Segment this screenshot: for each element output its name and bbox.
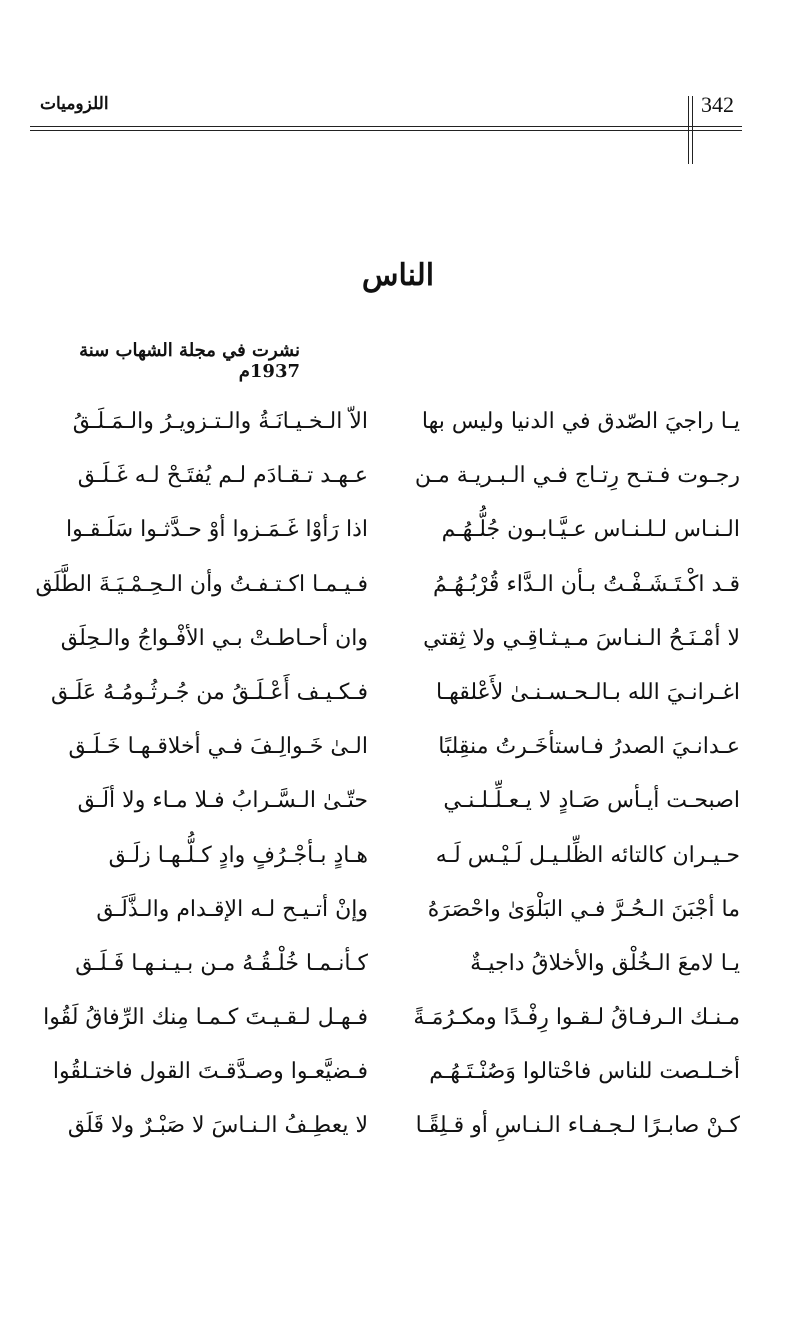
verse [40,727,740,781]
first-hemistich: يـا لامعَ الـخُلْق والأخلاقُ داجيـةٌ [470,950,740,976]
second-hemistich: فـكـيـف أَعْـلَـقُ من جُـرثُـومُـهُ عَلَـق [50,679,368,705]
verse [40,402,740,456]
verse [40,836,740,890]
second-hemistich: الاّ الـخـيـانَـةُ والـتـزويـرُ والـمَـلَـقُ [72,409,368,434]
first-hemistich: كـنْ صابـرًا لـجـفـاء الـنـاسِ أو قـلِقًـا [415,1113,740,1139]
running-title: اللزوميات [40,94,109,114]
second-hemistich: فـضيَّعـوا وصـدَّقـتَ القول فاختـلقُوا [52,1059,368,1085]
second-hemistich: كـأنـمـا خُلْـقُـهُ مـن بـيـنـهـا فَـلَـق [75,950,368,976]
poem-title: الناس [361,258,435,293]
verse [40,1052,740,1106]
second-hemistich: عـهـد تـقـادَم لـم يُفتَـحْ لـه غَـلَـق [77,463,368,489]
first-hemistich: الـنـاس لـلـنـاس عـيَّـابـون جُلُّـهُـم [441,517,740,543]
second-hemistich: فـيـمـا اكـتـفـتُ وأن الـحِـمْـيَـةَ الطَّلَق [35,571,368,597]
second-hemistich: هـادٍ بـأجْـرُفٍ وادٍ كـلُّـهـا زلَـق [108,842,368,868]
verse [40,456,740,510]
first-hemistich: يـا راجيَ الصّدق في الدنيا وليس بها [421,409,740,434]
verse [40,944,740,998]
first-hemistich: اغـرانـيَ الله بـالـحـسـنـىٰ لأَعْلقهـا [435,679,740,705]
second-hemistich: وإنْ أتـيـح لـه الإقـدام والـذَّلَـق [96,896,368,922]
second-hemistich: فـهـل لـقـيـتَ كـمـا مِنك الرِّفاقُ لَقُوا [43,1005,368,1031]
verse [40,673,740,727]
first-hemistich: اصبحـت أيـأس صَـادٍ لا يـعـلِّـلـنـي [443,788,740,814]
header-rule [30,126,742,127]
page-header [30,88,742,132]
second-hemistich: اذا رَأوْا غَـمَـزوا أوْ حـدَّثـوا سَلَـقـوا [65,517,368,543]
second-hemistich: لا يعطِـفُ الـنـاسَ لا صَبْـرٌ ولا قَلَق [67,1113,368,1139]
first-hemistich: قـد اكْـتَـشَـفْـتُ بـأن الـدَّاء قُرْبُـهُـمُ [433,571,740,597]
first-hemistich: أخـلـصت للناس فاحْتالوا وَصُنْـتَـهُـم [429,1059,740,1085]
first-hemistich: لا أمْـنَـحُ الـنـاسَ مـيـثـاقِـي ولا ثِقتي [423,625,740,651]
poem-verses [35,402,740,1161]
first-hemistich: عـدانـيَ الصدرُ فـاستأخَـرتُ منقِلبًا [438,734,740,760]
verse [40,781,740,835]
first-hemistich: رجـوت فـتـح رِتـاج فـي الـبـريـة مـن [414,463,740,489]
second-hemistich: حتّـىٰ الـسَّـرابُ فـلا مـاء ولا ألَـق [77,788,368,814]
verse [40,1106,740,1160]
verse [40,890,740,944]
header-vertical-rule [688,96,689,164]
second-hemistich: وان أحـاطـتْ بـي الأفْـواجُ والـحِلَق [60,625,368,651]
publication-note: نشرت في مجلة الشهاب سنة 1937م [79,340,300,382]
first-hemistich: حـيـران كالتائه الظِّلـيـل لَـيْـس لَـه [435,842,740,868]
verse [40,998,740,1052]
header-rule [30,130,742,131]
first-hemistich: مـنـك الـرفـاقُ لـقـوا رِفْـدًا ومكـرُمَـةً [413,1005,740,1031]
page-number: 342 [701,92,734,117]
second-hemistich: الـىٰ خَـوالِـفَ فـي أخلاقـهـا خَـلَـق [68,734,368,760]
verse [40,619,740,673]
first-hemistich: ما أجْبَنَ الـحُـرَّ فـي البَلْوَىٰ واحْصَرَهُ [427,896,740,922]
verse [40,510,740,564]
header-vertical-rule [692,96,693,164]
verse [35,565,740,619]
